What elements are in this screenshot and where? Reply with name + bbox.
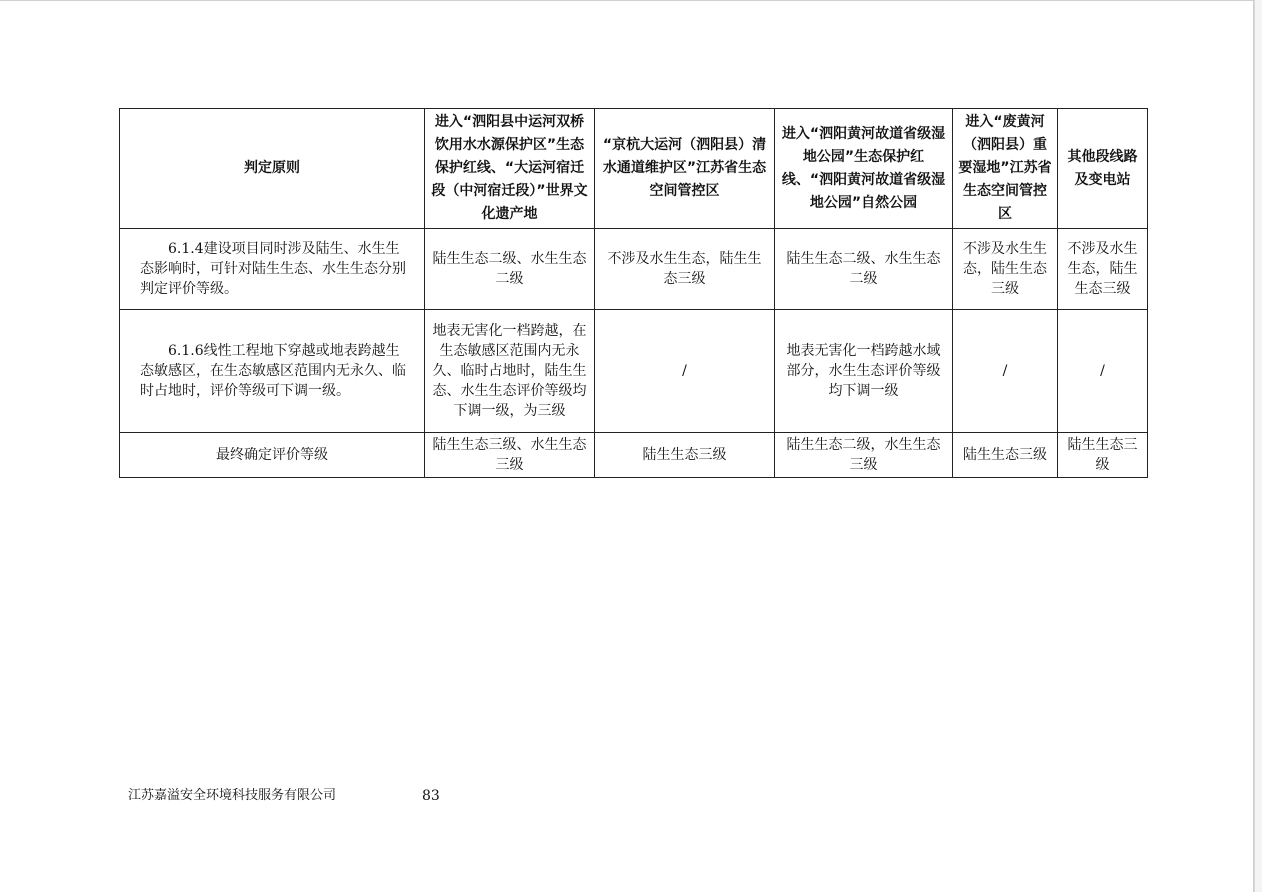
table-row: [120, 229, 1148, 310]
criterion-cell: 6.1.6线性工程地下穿越或地表跨越生态敏感区，在生态敏感区范围内无永久、临时占地时，评价等级可下调一级。: [120, 310, 425, 433]
header-cell-grand-canal-corridor: “京杭大运河（泗阳县）清水通道维护区”江苏省生态空间管控区: [595, 109, 775, 229]
assessment-criteria-table: [119, 108, 1148, 478]
header-cell-other-lines-substation: 其他段线路及变电站: [1058, 109, 1148, 229]
table-cell: 陆生生态二级、水生生态二级: [775, 229, 953, 310]
table-cell: 陆生生态三级、水生生态三级: [425, 433, 595, 478]
table-cell: 不涉及水生生态，陆生生态三级: [1058, 229, 1148, 310]
table-cell: 陆生生态三级: [1058, 433, 1148, 478]
criterion-cell: 最终确定评价等级: [120, 433, 425, 478]
table-cell: 不涉及水生生态，陆生生态三级: [595, 229, 775, 310]
header-cell-siyang-water-source: 进入“泗阳县中运河双桥饮用水水源保护区”生态保护红线、“大运河宿迁段（中河宿迁段）”世界文化遗产地: [425, 109, 595, 229]
table-cell: 地表无害化一档跨越水域部分，水生生态评价等级均下调一级: [775, 310, 953, 433]
table-cell: 陆生生态三级: [595, 433, 775, 478]
table-cell: /: [1058, 310, 1148, 433]
table-cell: /: [595, 310, 775, 433]
table-cell: /: [953, 310, 1058, 433]
header-cell-criterion: 判定原则: [120, 109, 425, 229]
footer-page-number: 83: [422, 788, 440, 804]
footer-company-name: 江苏嘉溢安全环境科技服务有限公司: [128, 788, 337, 803]
table-row: [120, 310, 1148, 433]
table-cell: 不涉及水生生态，陆生生态三级: [953, 229, 1058, 310]
criterion-cell: 6.1.4建设项目同时涉及陆生、水生生态影响时，可针对陆生生态、水生生态分别判定评价等级。: [120, 229, 425, 310]
header-cell-yellow-river-wetland-park: 进入“泗阳黄河故道省级湿地公园”生态保护红线、“泗阳黄河故道省级湿地公园”自然公园: [775, 109, 953, 229]
table-cell: 地表无害化一档跨越，在生态敏感区范围内无永久、临时占地时，陆生生态、水生生态评价等级均下调一级，为三级: [425, 310, 595, 433]
table-cell: 陆生生态二级，水生生态三级: [775, 433, 953, 478]
header-cell-abandoned-yellow-river-wetland: 进入“废黄河（泗阳县）重要湿地”江苏省生态空间管控区: [953, 109, 1058, 229]
table-row: [120, 433, 1148, 478]
page-edge-strip: [1254, 0, 1262, 892]
table-cell: 陆生生态二级、水生生态二级: [425, 229, 595, 310]
table-header-row: [120, 109, 1148, 229]
table-cell: 陆生生态三级: [953, 433, 1058, 478]
